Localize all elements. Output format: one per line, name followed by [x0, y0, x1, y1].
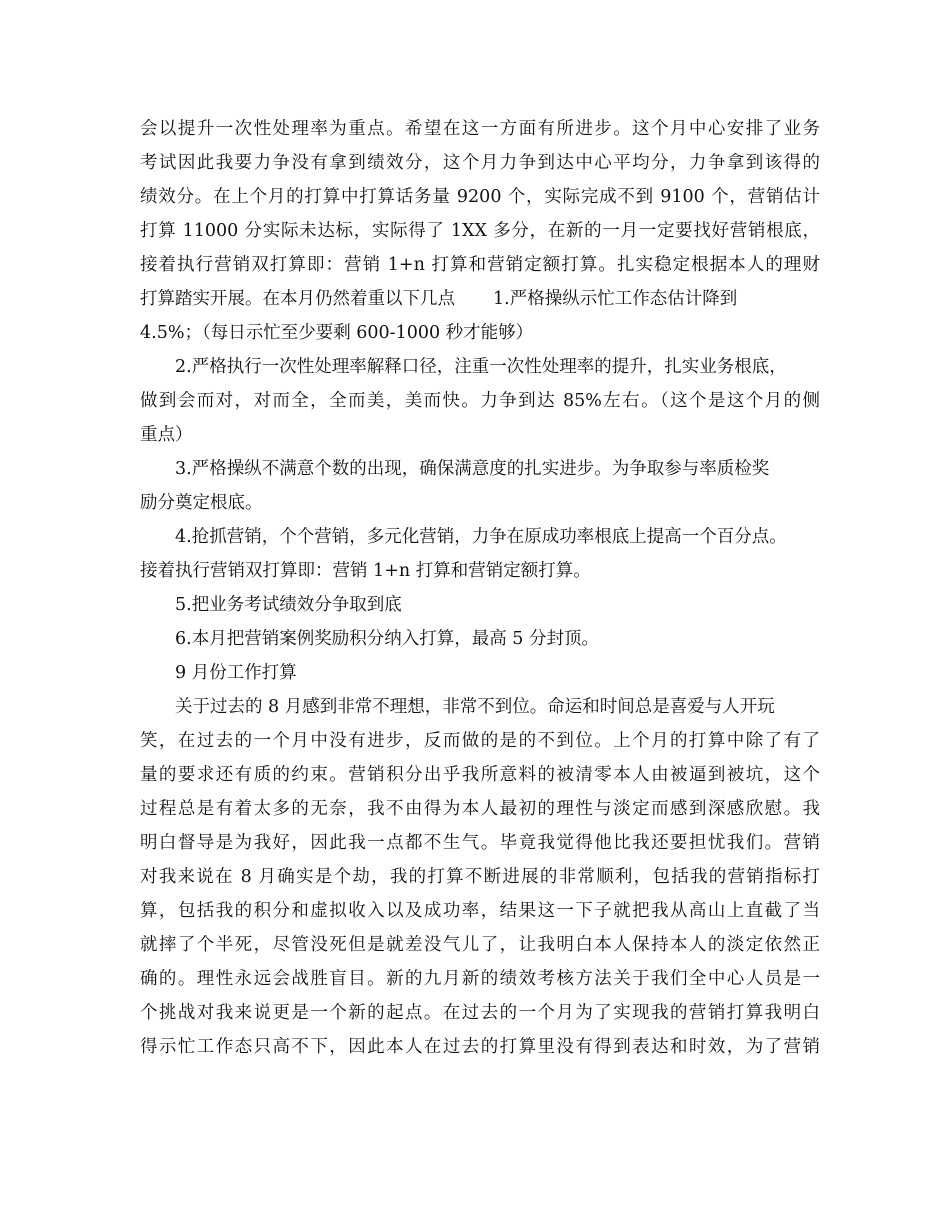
text-line: 就摔了个半死，尽管没死但是就差没气儿了，让我明白本人保持本人的淡定依然正 [140, 935, 820, 955]
text-line: 确的。理性永远会战胜盲目。新的九月新的绩效考核方法关于我们全中心人员是一 [140, 969, 820, 989]
section-heading: 9 月份工作打算 [175, 663, 297, 683]
text-line: 接着执行营销双打算即：营销 1+n 打算和营销定额打算。 [140, 561, 591, 581]
document-body [140, 112, 830, 1064]
text-line: 过程总是有着太多的无奈，我不由得为本人最初的理性与淡定而感到深感欣慰。我 [140, 799, 820, 819]
text-line: 个挑战对我来说更是一个新的起点。在过去的一个月为了实现我的营销打算我明白 [140, 1003, 820, 1023]
text-line: 考试因此我要力争没有拿到绩效分，这个月力争到达中心平均分，力争拿到该得的 [140, 153, 820, 173]
text-line: 得示忙工作态只高不下，因此本人在过去的打算里没有得到表达和时效，为了营销 [140, 1037, 820, 1057]
text-line: 打算 11000 分实际未达标，实际得了 1XX 多分，在新的一月一定要找好营销根底， [140, 221, 820, 241]
list-item-3: 3.严格操纵不满意个数的出现，确保满意度的扎实进步。为争取参与率质检奖 [175, 459, 770, 479]
list-item-6: 6.本月把营销案例奖励积分纳入打算，最高 5 分封顶。 [175, 629, 599, 649]
text-line: 做到会而对，对而全，全而美，美而快。力争到达 85%左右。（这个是这个月的侧 [140, 391, 820, 411]
text-line: 励分奠定根底。 [140, 493, 263, 513]
text-line: 4.5%；（每日示忙至少要剩 600-1000 秒才能够） [140, 323, 534, 343]
text-line: 明白督导是为我好，因此我一点都不生气。毕竟我觉得他比我还要担忧我们。营销 [140, 833, 820, 853]
list-item-2: 2.严格执行一次性处理率解释口径，注重一次性处理率的提升，扎实业务根底， [175, 357, 787, 377]
text-line: 接着执行营销双打算即：营销 1+n 打算和营销定额打算。扎实稳定根据本人的理财 [140, 255, 820, 275]
text-segment: 打算踏实开展。在本月仍然着重以下几点 [140, 289, 455, 309]
list-item-5: 5.把业务考试绩效分争取到底 [175, 595, 402, 615]
text-line: 对我来说在 8 月确实是个劫，我的打算不断进展的非常顺利，包括我的营销指标打 [140, 867, 820, 887]
text-line: 重点） [140, 425, 193, 445]
list-item-4: 4.抢抓营销，个个营销，多元化营销，力争在原成功率根底上提高一个百分点。 [175, 527, 787, 547]
text-line [140, 282, 830, 316]
text-line: 会以提升一次性处理率为重点。希望在这一方面有所进步。这个月中心安排了业务 [140, 119, 820, 139]
paragraph-start: 关于过去的 8 月感到非常不理想，非常不到位。命运和时间总是喜爱与人开玩 [175, 697, 775, 717]
list-item-1-start: 1.严格操纵示忙工作态估计降到 [493, 289, 738, 309]
text-line: 笑，在过去的一个月中没有进步，反而做的是的不到位。上个月的打算中除了有了 [140, 731, 820, 751]
text-line: 绩效分。在上个月的打算中打算话务量 9200 个，实际完成不到 9100 个，营销估计 [140, 187, 820, 207]
text-line: 算，包括我的积分和虚拟收入以及成功率，结果这一下子就把我从高山上直截了当 [140, 901, 820, 921]
text-line: 量的要求还有质的约束。营销积分出乎我所意料的被清零本人由被逼到被坑，这个 [140, 765, 820, 785]
